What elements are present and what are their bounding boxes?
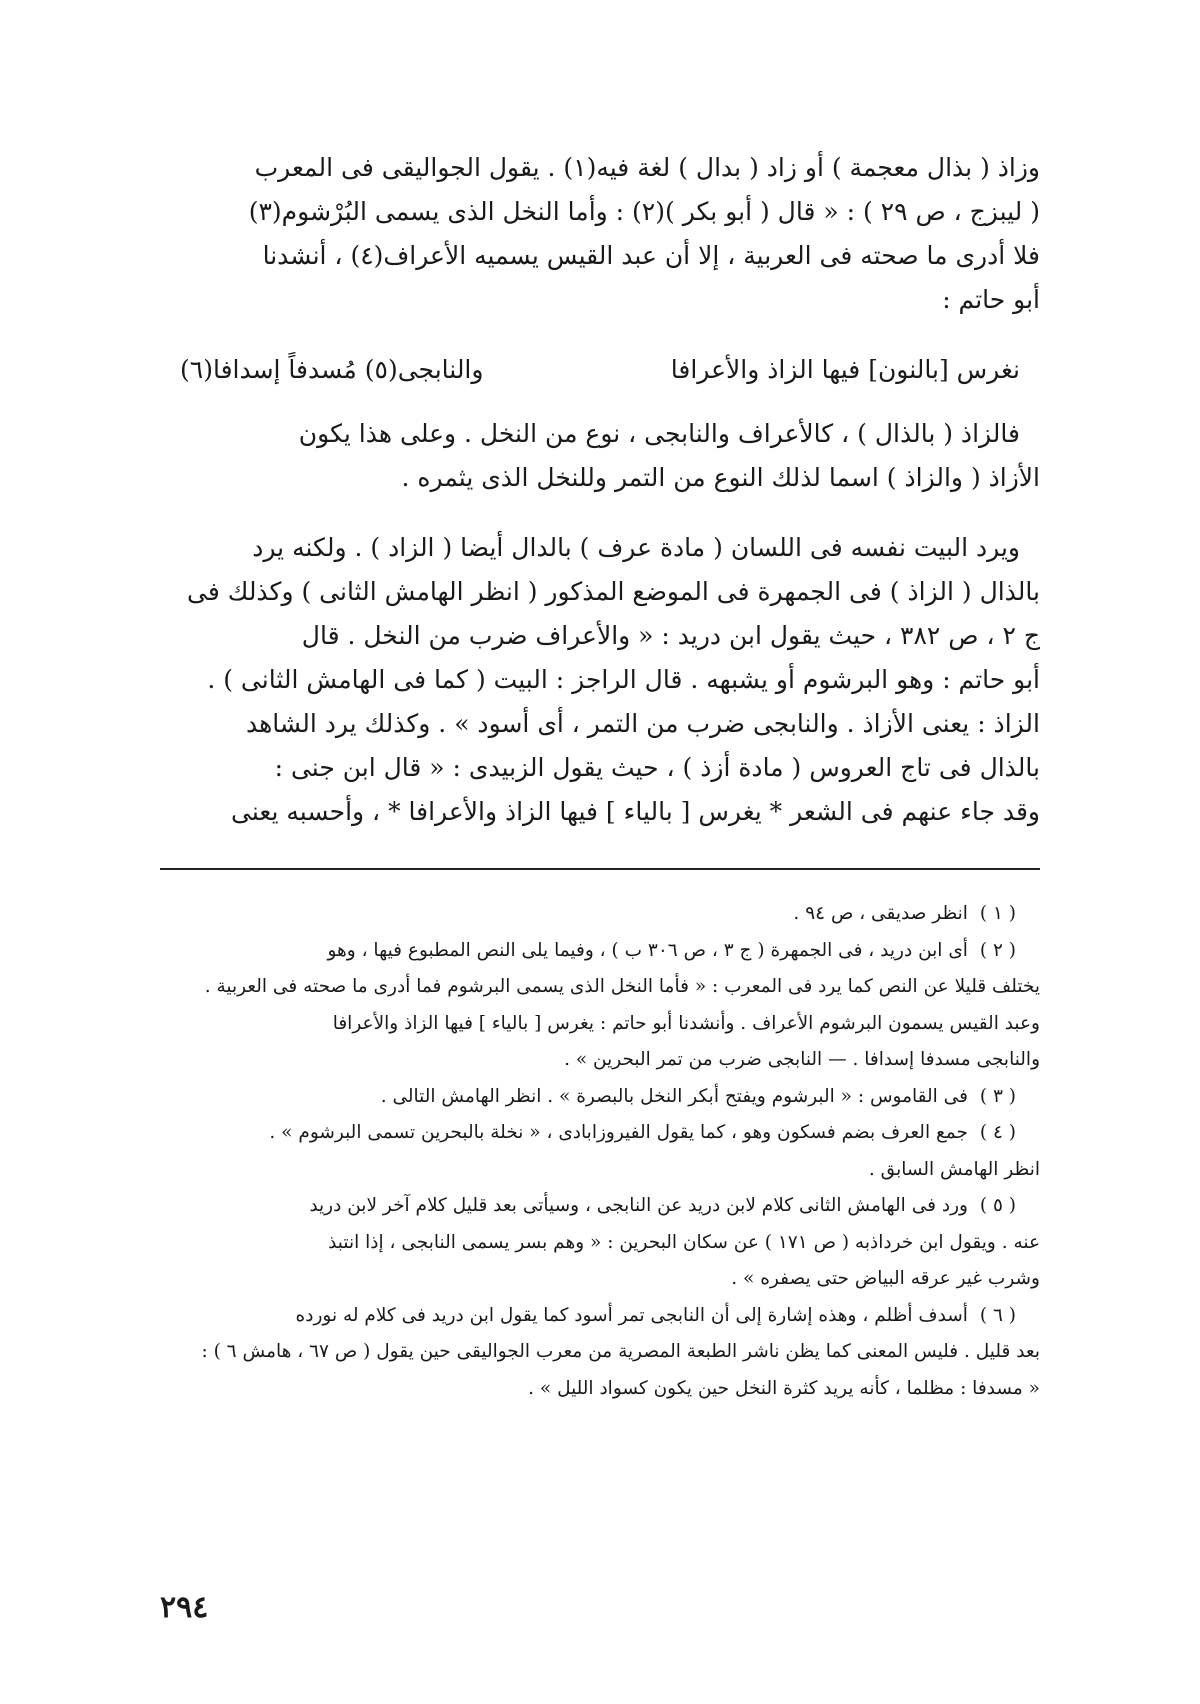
page-content <box>160 128 1040 1648</box>
text-line: ( ليبزج ، ص ٢٩ ) : « قال ( أبو بكر )(٢) : وأما النخل الذى يسمى البُرْشوم(٣) <box>248 197 1040 226</box>
footnote-2 <box>160 933 1040 1079</box>
footnote-line: يختلف قليلا عن النص كما يرد فى المعرب : « فأما النخل الذى يسمى البرشوم فما أدرى ما صحته فى العربية . <box>204 976 1040 997</box>
text-line: ويرد البيت نفسه فى اللسان ( مادة عرف ) بالدال أيضا ( الزاد ) . ولكنه يرد <box>252 533 1020 562</box>
paragraph-3 <box>160 526 1040 834</box>
text-line: الزاذ : يعنى الأزاذ . والنابجى ضرب من التمر ، أى أسود » . وكذلك يرد الشاهد <box>246 709 1040 738</box>
verse <box>180 348 1020 392</box>
verse-hemistich-left: والنابجى(٥) مُسدفاً إسدافا(٦) <box>180 355 484 384</box>
footnote-line: بعد قليل . فليس المعنى كما يظن ناشر الطبعة المصرية من معرب الجواليقى حين يقول ( ص ٦٧ ، هامش ٦ ) : <box>201 1341 1040 1362</box>
footnote-text: فى القاموس : « البرشوم ويفتح أبكر النخل بالبصرة » . انظر الهامش التالى . <box>380 1085 968 1107</box>
footnote-number: ( ٥ ) <box>979 1195 1016 1216</box>
footnote-number: ( ١ ) <box>979 903 1016 924</box>
paragraph-2 <box>160 412 1040 500</box>
footnote-line <box>160 1188 1040 1225</box>
footnote-text: أى ابن دريد ، فى الجمهرة ( ج ٣ ، ص ٣٠٦ ب ) ، وفيما يلى النص المطبوع فيها ، وهو <box>327 939 968 961</box>
footnote-line <box>160 933 1040 970</box>
footnote-text: انظر صديقى ، ص ٩٤ . <box>793 903 968 924</box>
text-line: بالذال فى تاج العروس ( مادة أزذ ) ، حيث يقول الزبيدى : « قال ابن جنى : <box>274 753 1040 782</box>
main-text <box>160 146 1040 834</box>
footnote-number: ( ٤ ) <box>979 1122 1016 1143</box>
text-line: وقد جاء عنهم فى الشعر * يغرس [ بالياء ] فيها الزاذ والأعرافا * ، وأحسبه يعنى <box>231 797 1040 826</box>
footnote-line <box>160 1115 1040 1152</box>
footnote-line: « مسدفا : مظلما ، كأنه يريد كثرة النخل حين يكون كسواد الليل » . <box>528 1377 1040 1399</box>
footnote-4 <box>160 1115 1040 1188</box>
footnote-3 <box>160 1079 1040 1116</box>
footnote-line: وشرب غير عرقه البياض حتى يصفره » . <box>731 1268 1040 1289</box>
text-line: أبو حاتم : <box>942 285 1040 314</box>
footnote-5 <box>160 1188 1040 1298</box>
footnote-1 <box>160 896 1040 933</box>
footnote-text: جمع العرف بضم فسكون وهو ، كما يقول الفيروزابادى ، « نخلة بالبحرين تسمى البرشوم » . <box>269 1122 968 1143</box>
text-line: أبو حاتم : وهو البرشوم أو يشبهه . قال الراجز : البيت ( كما فى الهامش الثانى ) . <box>207 665 1040 694</box>
footnote-6 <box>160 1298 1040 1408</box>
footnote-separator <box>160 868 1040 870</box>
page-number: ٢٩٤ <box>160 1590 209 1625</box>
footnote-text: أسدف أظلم ، وهذه إشارة إلى أن النابجى تمر أسود كما يقول ابن دريد فى كلام له نورده <box>295 1304 968 1326</box>
footnote-line: انظر الهامش السابق . <box>868 1158 1040 1180</box>
footnote-line: عنه . ويقول ابن خرداذبه ( ص ١٧١ ) عن سكان البحرين : « وهم بسر يسمى النابجى ، إذا انتبذ <box>328 1231 1040 1253</box>
text-line: فلا أدرى ما صحته فى العربية ، إلا أن عبد القيس يسميه الأعراف(٤) ، أنشدنا <box>262 241 1040 270</box>
footnotes <box>160 896 1040 1407</box>
footnote-line <box>160 1079 1040 1116</box>
paragraph-1 <box>160 146 1040 322</box>
footnote-line: والنابجى مسدفا إسدافا . — النابجى ضرب من تمر البحرين » . <box>564 1049 1040 1070</box>
footnote-line <box>160 896 1040 933</box>
text-line: بالذال ( الزاذ ) فى الجمهرة فى الموضع المذكور ( انظر الهامش الثانى ) وكذلك فى <box>187 577 1040 606</box>
text-line: ج ٢ ، ص ٣٨٢ ، حيث يقول ابن دريد : « والأعراف ضرب من النخل . قال <box>301 621 1040 650</box>
footnote-number: ( ٣ ) <box>979 1085 1016 1107</box>
text-line: وزاذ ( بذال معجمة ) أو زاد ( بدال ) لغة فيه(١) . يقول الجواليقى فى المعرب <box>254 153 1040 182</box>
text-line: الأزاذ ( والزاذ ) اسما لذلك النوع من التمر وللنخل الذى يثمره . <box>401 463 1040 492</box>
footnote-text: ورد فى الهامش الثانى كلام لابن دريد عن النابجى ، وسيأتى بعد قليل كلام آخر لابن دريد <box>309 1195 968 1216</box>
footnote-line: وعبد القيس يسمون البرشوم الأعراف . وأنشدنا أبو حاتم : يغرس [ بالياء ] فيها الزاذ والأعرافا <box>332 1012 1040 1034</box>
footnote-number: ( ٢ ) <box>979 939 1016 961</box>
verse-hemistich-right: نغرس [بالنون] فيها الزاذ والأعرافا <box>670 355 1020 384</box>
footnote-number: ( ٦ ) <box>979 1304 1016 1326</box>
footnote-line <box>160 1298 1040 1335</box>
text-line: فالزاذ ( بالذال ) ، كالأعراف والنابجى ، نوع من النخل . وعلى هذا يكون <box>298 419 1020 448</box>
